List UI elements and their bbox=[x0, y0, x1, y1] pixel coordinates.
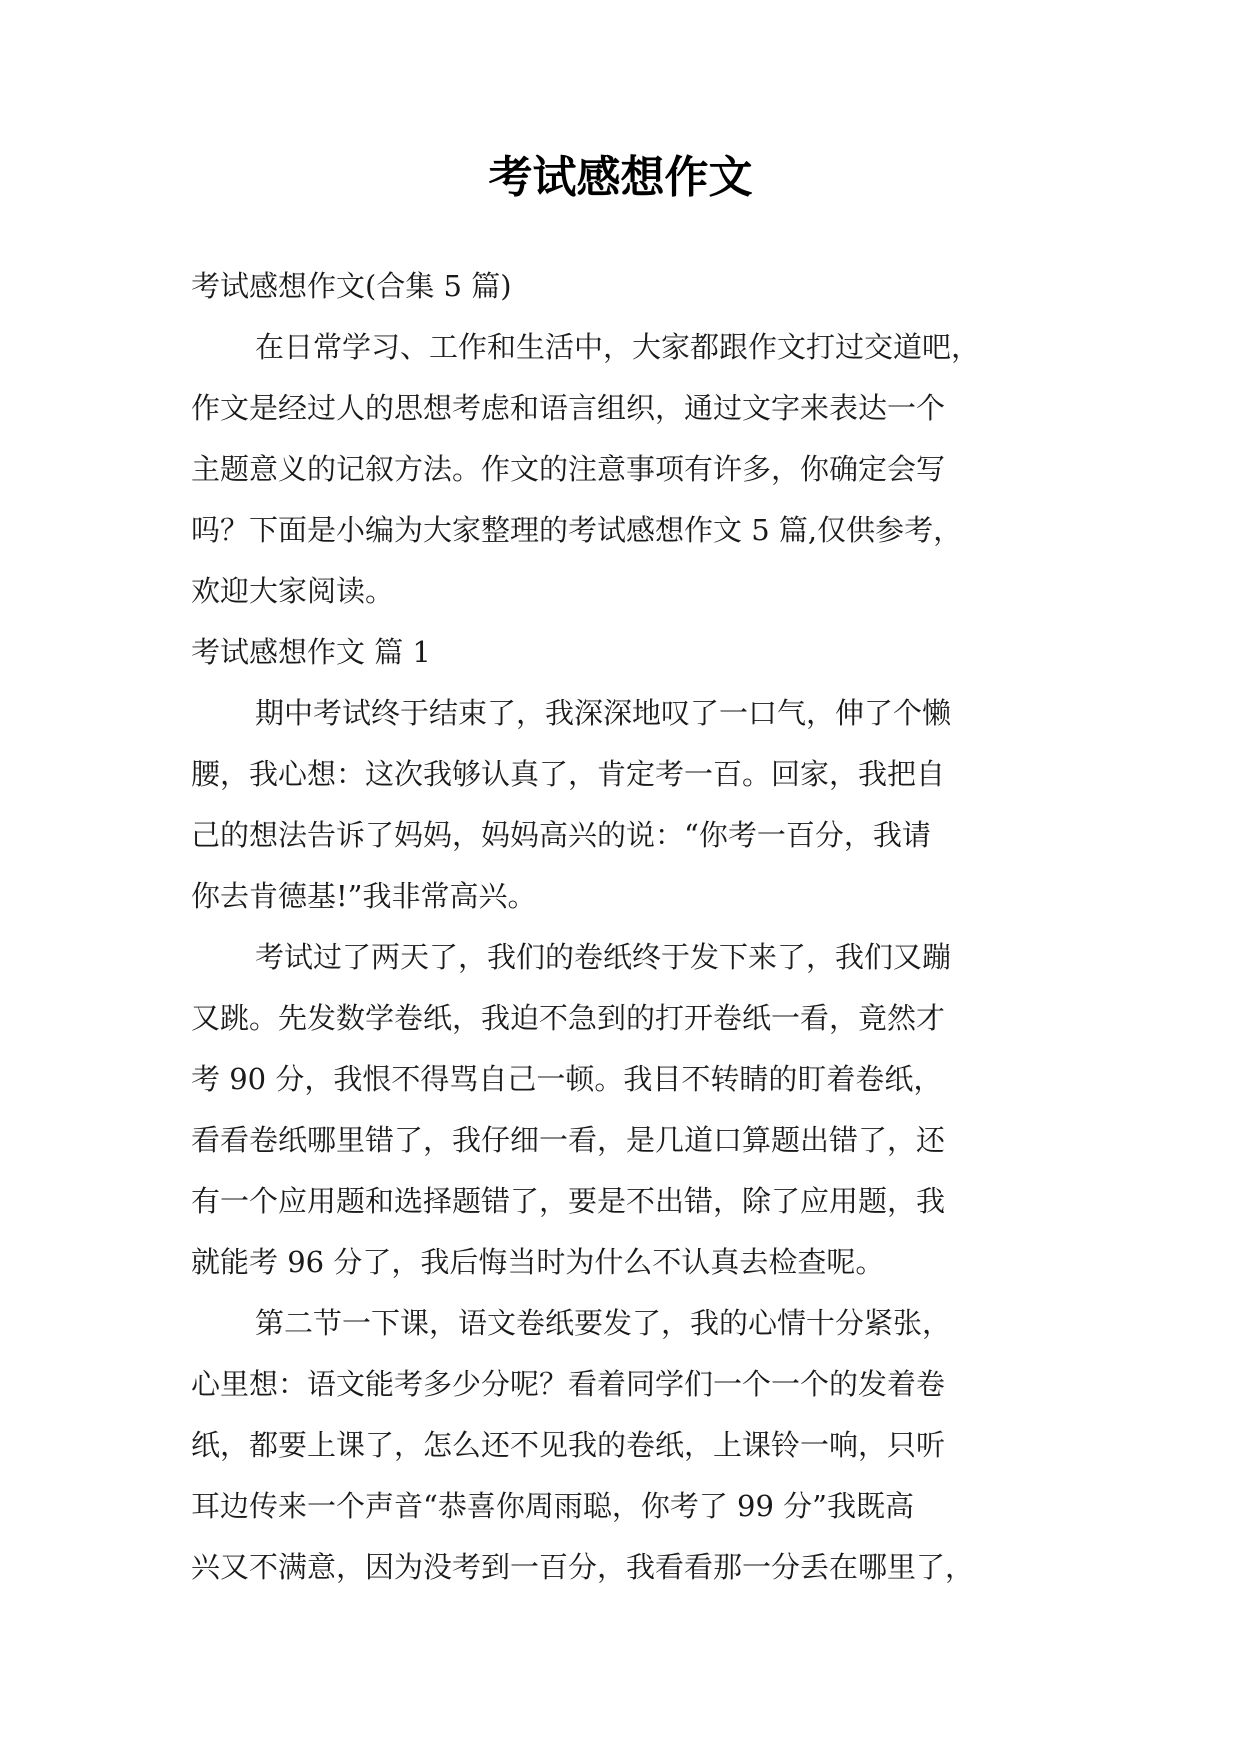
text-line: 考 90 分，我恨不得骂自己一顿。我目不转睛的盯着卷纸， bbox=[191, 1062, 943, 1096]
text-line: 又跳。先发数学卷纸，我迫不急到的打开卷纸一看，竟然才 bbox=[191, 1001, 946, 1035]
text-line: 己的想法告诉了妈妈，妈妈高兴的说：“你考一百分，我请 bbox=[191, 818, 931, 852]
document-body bbox=[191, 256, 1051, 1598]
text-line: 腰，我心想：这次我够认真了，肯定考一百。回家，我把自 bbox=[191, 757, 946, 791]
paragraph-first-line: 考试过了两天了，我们的卷纸终于发下来了，我们又蹦 bbox=[255, 940, 952, 974]
text-line: 考试感想作文 篇 1 bbox=[191, 635, 431, 669]
text-line: 心里想：语文能考多少分呢？看着同学们一个一个的发着卷 bbox=[191, 1367, 946, 1401]
document-title: 考试感想作文 bbox=[488, 152, 753, 203]
paragraph-first-line: 第二节一下课，语文卷纸要发了，我的心情十分紧张， bbox=[255, 1306, 952, 1340]
text-line: 你去肯德基!”我非常高兴。 bbox=[191, 879, 537, 913]
text-line: 就能考 96 分了，我后悔当时为什么不认真去检查呢。 bbox=[191, 1245, 885, 1279]
text-line: 吗？下面是小编为大家整理的考试感想作文 5 篇,仅供参考， bbox=[191, 513, 963, 547]
text-line: 有一个应用题和选择题错了，要是不出错，除了应用题，我 bbox=[191, 1184, 946, 1218]
text-line: 耳边传来一个声音“恭喜你周雨聪，你考了 99 分”我既高 bbox=[191, 1489, 914, 1523]
text-line: 兴又不满意，因为没考到一百分，我看看那一分丢在哪里了， bbox=[191, 1550, 975, 1584]
paragraph-first-line: 期中考试终于结束了，我深深地叹了一口气，伸了个懒 bbox=[255, 696, 952, 730]
text-line: 考试感想作文(合集 5 篇) bbox=[191, 269, 512, 303]
text-line: 纸，都要上课了，怎么还不见我的卷纸，上课铃一响，只听 bbox=[191, 1428, 946, 1462]
text-line: 主题意义的记叙方法。作文的注意事项有许多，你确定会写 bbox=[191, 452, 946, 486]
paragraph-first-line: 在日常学习、工作和生活中，大家都跟作文打过交道吧， bbox=[255, 330, 981, 364]
text-line: 看看卷纸哪里错了，我仔细一看，是几道口算题出错了，还 bbox=[191, 1123, 946, 1157]
text-line: 欢迎大家阅读。 bbox=[191, 574, 395, 608]
text-line: 作文是经过人的思想考虑和语言组织，通过文字来表达一个 bbox=[191, 391, 946, 425]
